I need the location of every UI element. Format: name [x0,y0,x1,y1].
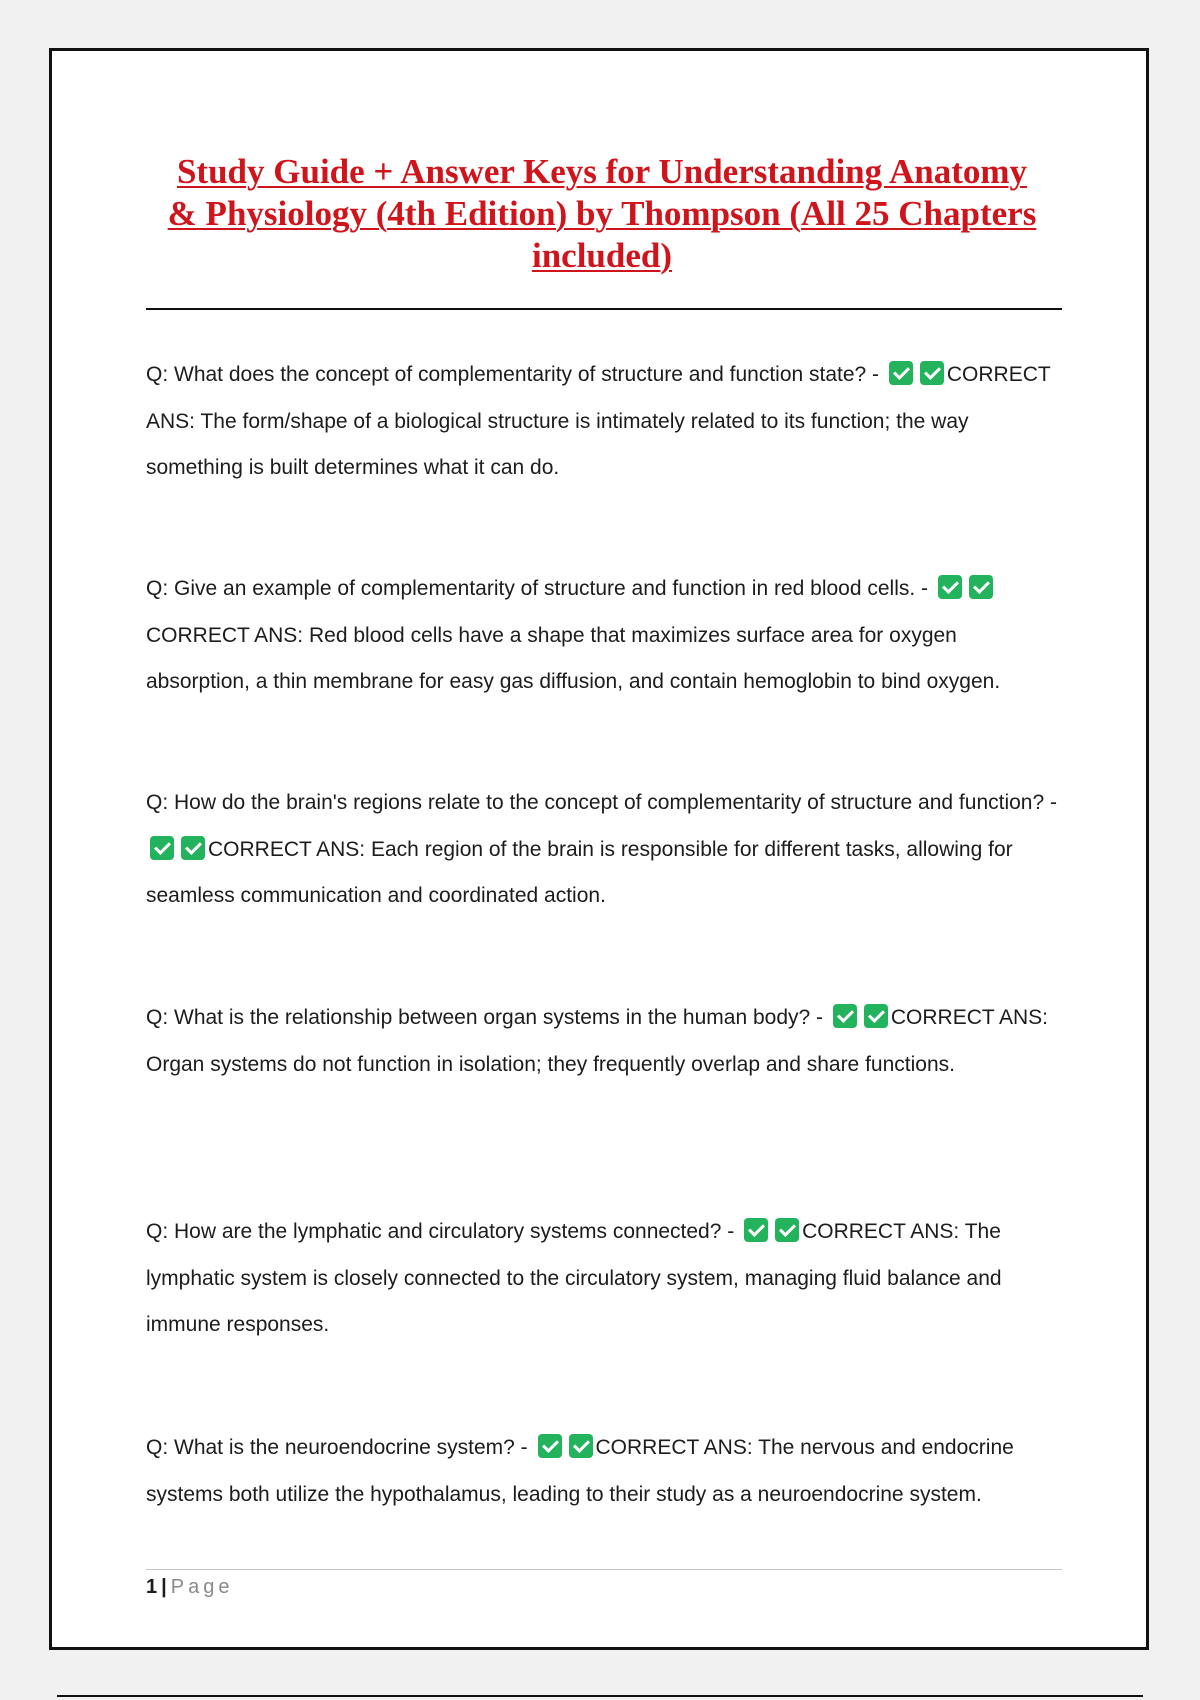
question-text: Q: What does the concept of complementarity of structure and function state? - [146,363,880,386]
check-box-icon [889,361,913,385]
qa-item-5 [146,1209,1062,1349]
qa-item-4 [146,995,1062,1088]
answer-prefix: CORRECT ANS: [890,1006,1049,1029]
check-box-icon [938,575,962,599]
question-text: Q: Give an example of complementarity of structure and function in red blood cells. - [146,577,929,600]
question-text: Q: What is the relationship between organ systems in the human body? - [146,1006,824,1029]
check-box-icon [969,575,993,599]
question-text: Q: How are the lymphatic and circulatory systems connected? - [146,1220,735,1243]
answer-text: The lymphatic system is closely connected to the circulatory system, managing fluid balance and immune responses. [146,1220,1002,1336]
title-divider [146,308,1062,310]
qa-item-3 [146,780,1062,920]
answer-prefix: CORRECT ANS: [802,1220,960,1243]
check-box-icon [775,1218,799,1242]
answer-text: The nervous and endocrine systems both utilize the hypothalamus, leading to their study as a neuroendocrine system. [146,1436,1014,1506]
check-box-icon [864,1004,888,1028]
check-box-icon [833,1004,857,1028]
qa-item-1 [146,352,1062,492]
page-label: Page [170,1576,234,1598]
check-box-icon [150,836,174,860]
answer-prefix: CORRECT ANS: [208,837,366,861]
page-number: 1 [146,1576,158,1598]
answer-prefix: CORRECT ANS: [595,1436,753,1459]
check-box-icon [538,1434,562,1458]
document-title: Study Guide + Answer Keys for Understanding Anatomy & Physiology (4th Edition) by Thompson (All 25 Chapters included) [167,152,1037,275]
qa-item-2 [146,566,1062,706]
check-box-icon [181,836,205,860]
check-box-icon [744,1218,768,1242]
answer-prefix: CORRECT ANS: [146,363,1051,433]
check-box-icon [569,1434,593,1458]
answer-text: Organ systems do not function in isolation; they frequently overlap and share functions. [146,1052,955,1076]
answer-text: The form/shape of a biological structure is intimately related to its function; the way something is built determines what it can do. [146,409,969,479]
answer-text: Red blood cells have a shape that maximizes surface area for oxygen absorption, a thin membrane for easy gas diffusion, and contain hemoglobin to bind oxygen. [146,623,1001,693]
qa-item-6 [146,1425,1062,1518]
footer-separator: | [161,1576,167,1598]
answer-text: Each region of the brain is responsible for different tasks, allowing for seamless communication and coordinated action. [146,837,1013,907]
page-footer [146,1573,233,1601]
answer-prefix: CORRECT ANS: [146,623,304,647]
question-text: Q: How do the brain's regions relate to the concept of complementarity of structure and function? - [146,791,1057,814]
next-page-edge [57,1695,1143,1697]
document-page [49,48,1149,1650]
check-box-icon [920,361,944,385]
question-text: Q: What is the neuroendocrine system? - [146,1436,528,1459]
footer-divider [146,1569,1062,1570]
